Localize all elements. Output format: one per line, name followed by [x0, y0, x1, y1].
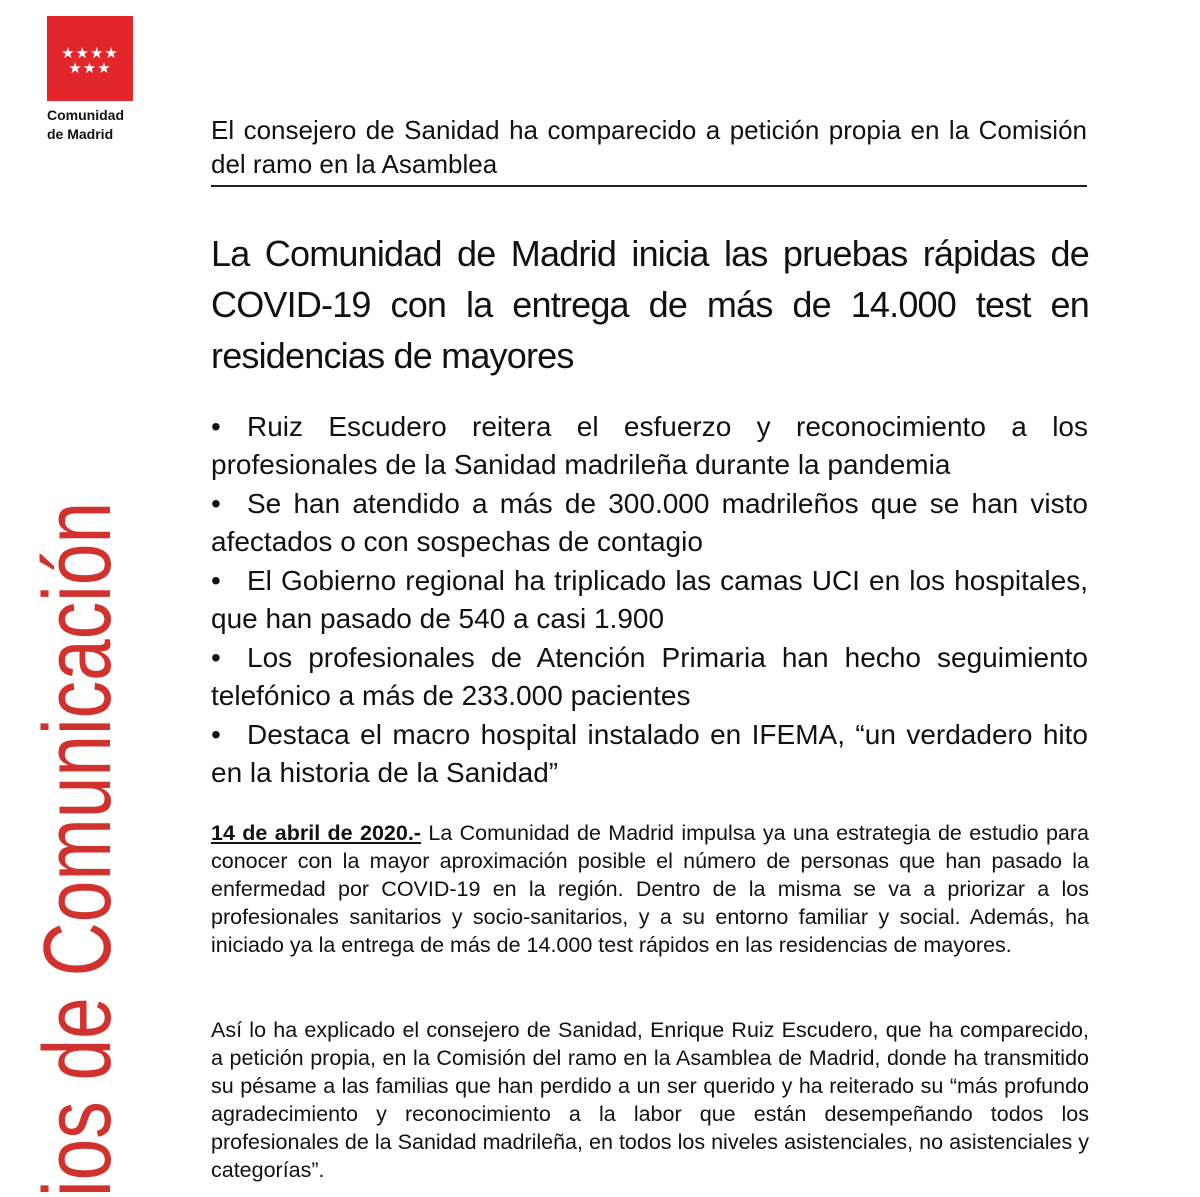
logo-text [47, 106, 157, 144]
highlight-text: El Gobierno regional ha triplicado las camas UCI en los hospitales, que han pasado de 540 a casi 1.900 [211, 565, 1088, 634]
logo-stars-bottom: ★★★ [68, 60, 112, 77]
vertical-section-title [24, 306, 131, 1197]
dateline: 14 de abril de 2020.- [211, 821, 421, 845]
highlight-item [211, 408, 1088, 484]
press-subtitle: El consejero de Sanidad ha comparecido a petición propia en la Comisión del ramo en la Asamblea [211, 113, 1087, 187]
logo-text-line2: de Madrid [47, 126, 114, 142]
body-paragraph-1-text: La Comunidad de Madrid impulsa ya una estrategia de estudio para conocer con la mayor aproximación posible el número de personas que han pasado la enfermedad por COVID-19 en la región. Dentro de la misma se va a priorizar a los profesionales sanitarios y socio-sanitarios, y a su entorno familiar y social. Además, ha iniciado ya la entrega de más de 14.000 test rápidos en las residencias de mayores. [211, 821, 1089, 957]
highlights-list [211, 408, 1088, 793]
body-paragraph-2: Así lo ha explicado el consejero de Sanidad, Enrique Ruiz Escudero, que ha comparecido, a petición propia, en la Comisión del ramo en la Asamblea de Madrid, donde ha transmitido su pésame a las familias que han perdido a un ser querido y ha reiterado su “más profundo agradecimiento y reconocimiento a la labor que están desempeñando todos los profesionales de la Sanidad madrileña, en todos los niveles asistenciales, no asistenciales y categorías”. [211, 1018, 1089, 1182]
highlight-item [211, 562, 1088, 638]
comunidad-madrid-logo [47, 16, 133, 101]
highlight-text: Se han atendido a más de 300.000 madrileños que se han visto afectados o con sospechas de contagio [211, 488, 1088, 557]
body-paragraph-1 [211, 819, 1089, 959]
press-headline: La Comunidad de Madrid inicia las pruebas rápidas de COVID-19 con la entrega de más de 14.000 test en residencias de mayores [211, 233, 1089, 376]
logo-text-line1: Comunidad [47, 107, 124, 123]
highlight-item [211, 485, 1088, 561]
highlight-item [211, 716, 1088, 792]
highlight-text: Destaca el macro hospital instalado en IFEMA, “un verdadero hito en la historia de la Sanidad” [211, 719, 1088, 788]
bullet-icon: • [211, 488, 221, 519]
bullet-icon: • [211, 411, 221, 442]
bullet-icon: • [211, 642, 221, 673]
logo-stars-top: ★★★★ [61, 45, 119, 62]
highlight-text: Los profesionales de Atención Primaria han hecho seguimiento telefónico a más de 233.000 pacientes [211, 642, 1088, 711]
bullet-icon: • [211, 565, 221, 596]
vertical-section-title-text: ios de Comunicación [24, 501, 131, 1197]
highlight-item [211, 639, 1088, 715]
bullet-icon: • [211, 719, 221, 750]
highlight-text: Ruiz Escudero reitera el esfuerzo y reconocimiento a los profesionales de la Sanidad madrileña durante la pandemia [211, 411, 1088, 480]
